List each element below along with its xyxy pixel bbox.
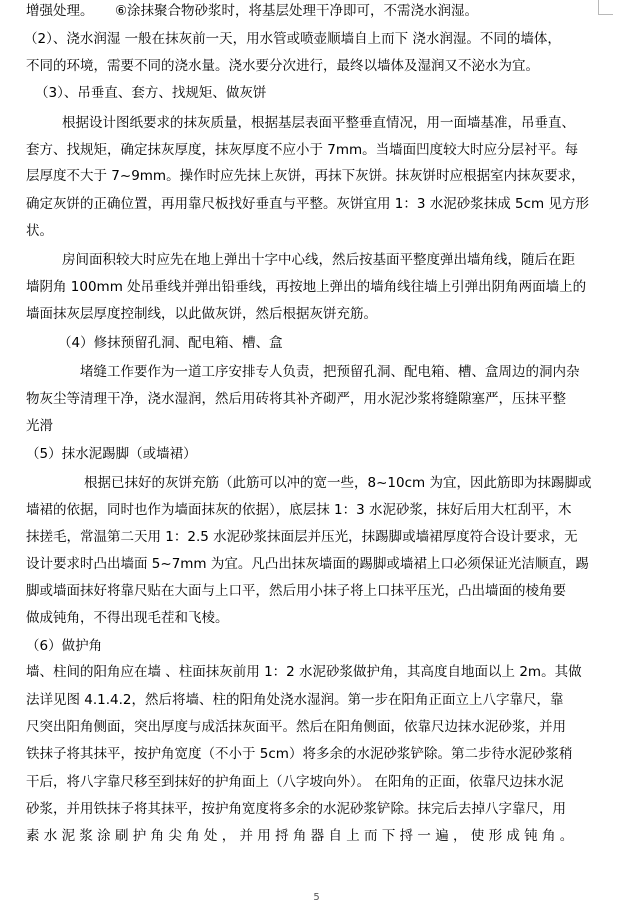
text-line: 墙、柱间的阳角应在墙 、柱面抹灰前用 1：2 水泥砂浆做护角，其高度自地面以上 2m。其做 <box>26 664 582 680</box>
text-line: 做成钝角，不得出现毛茬和飞棱。 <box>26 610 229 626</box>
text-line: 素 水 泥 浆 涂 刷 护 角 尖 角 处 ， 并 用 捋 角 器 自 上 而 下 捋 一 遍 ， 使 形 成 钝 角 。 <box>26 828 574 844</box>
section-heading: （6）做护角 <box>26 638 103 654</box>
text-line: 根据已抹好的灰饼充筋（此筋可以冲的宽一些，8~10cm 为宜，因此筋即为抹踢脚或 <box>84 475 592 491</box>
text-line: 墙面抹灰层厚度控制线，以此做灰饼，然后根据灰饼充筋。 <box>26 306 377 322</box>
text-line: 房间面积较大时应先在地上弹出十字中心线，然后按基面平整度弹出墙角线，随后在距 <box>62 252 575 268</box>
page-number: 5 <box>313 892 320 903</box>
text-line: 状。 <box>26 223 53 239</box>
text-line: 不同的环境，需要不同的浇水量。浇水要分次进行，最终以墙体及湿润又不泌水为宜。 <box>26 58 539 74</box>
text-line: 套方、找规矩，确定抹灰厚度，抹灰厚度不应小于 7mm。当墙面凹度较大时应分层衬平。每 <box>26 142 579 158</box>
text-line: 根据设计图纸要求的抹灰质量，根据基层表面平整垂直情况，用一面墙基准，吊垂直、 <box>62 115 575 131</box>
text-line: 脚或墙面抹好将靠尺贴在大面与上口平，然后用小抹子将上口抹平压光，凸出墙面的棱角要 <box>26 583 566 599</box>
page-corner-mark <box>598 0 613 15</box>
section-heading: （5）抹水泥踢脚（或墙裙） <box>26 446 197 462</box>
text-line: （2）、浇水润湿 一般在抹灰前一天，用水管或喷壶顺墙自上而下 浇水润湿。不同的墙体， <box>24 31 561 47</box>
text-line: 墙阴角 100mm 处吊垂线并弹出铅垂线，再按地上弹出的墙角线往墙上引弹出阴角两面墙上的 <box>26 279 587 295</box>
section-heading: （4）修抹预留孔洞、配电箱、槽、盒 <box>58 335 283 351</box>
text-line: 增强处理。 ⑥涂抹聚合物砂浆时，将基层处理干净即可，不需浇水润湿。 <box>26 3 479 19</box>
text-line: 设计要求时凸出墙面 5~7mm 为宜。凡凸出抹灰墙面的踢脚或墙裙上口必须保证光洁顺直，踢 <box>26 556 589 572</box>
text-line: 砂浆，并用铁抹子将其抹平，按护角宽度将多余的水泥砂浆铲除。抹完后去掉八字靠尺，用 <box>26 801 566 817</box>
text-line: 堵缝工作要作为一道工序安排专人负责，把预留孔洞、配电箱、槽、盒周边的洞内杂 <box>80 364 580 380</box>
text-line: 尺突出阳角侧面，突出厚度与成活抹灰面平。然后在阳角侧面，依靠尺边抹水泥砂浆，并用 <box>26 719 566 735</box>
text-line: 确定灰饼的正确位置，再用靠尺板找好垂直与平整。灰饼宜用 1：3 水泥砂浆抹成 5cm 见方形 <box>26 196 590 212</box>
text-line: 法详见图 4.1.4.2，然后将墙、柱的阳角处浇水湿润。第一步在阳角正面立上八字靠尺，靠 <box>26 692 564 708</box>
text-line: 墙裙的依据，同时也作为墙面抹灰的依据），底层抹 1：3 水泥砂浆，抹好后用大杠刮平，木 <box>26 502 572 518</box>
text-line: 光滑 <box>26 418 53 434</box>
text-line: 铁抹子将其抹平，按护角宽度（不小于 5cm）将多余的水泥砂浆铲除。第二步待水泥砂浆稍 <box>26 746 573 762</box>
section-heading: （3）、吊垂直、套方、找规矩、做灰饼 <box>35 85 267 101</box>
text-line: 抹搓毛，常温第二天用 1：2.5 水泥砂浆抹面层并压光，抹踢脚或墙裙厚度符合设计要求，无 <box>26 529 578 545</box>
text-line: 物灰尘等清理干净，浇水湿润，然后用砖将其补齐砌严，用水泥沙浆将缝隙塞严，压抹平整 <box>26 391 566 407</box>
text-line: 层厚度不大于 7~9mm。操作时应先抹上灰饼，再抹下灰饼。抹灰饼时应根据室内抹灰要求， <box>26 168 585 184</box>
text-line: 干后，将八字靠尺移至到抹好的护角面上（八字坡向外）。 在阳角的正面，依靠尺边抹水泥 <box>26 774 564 790</box>
